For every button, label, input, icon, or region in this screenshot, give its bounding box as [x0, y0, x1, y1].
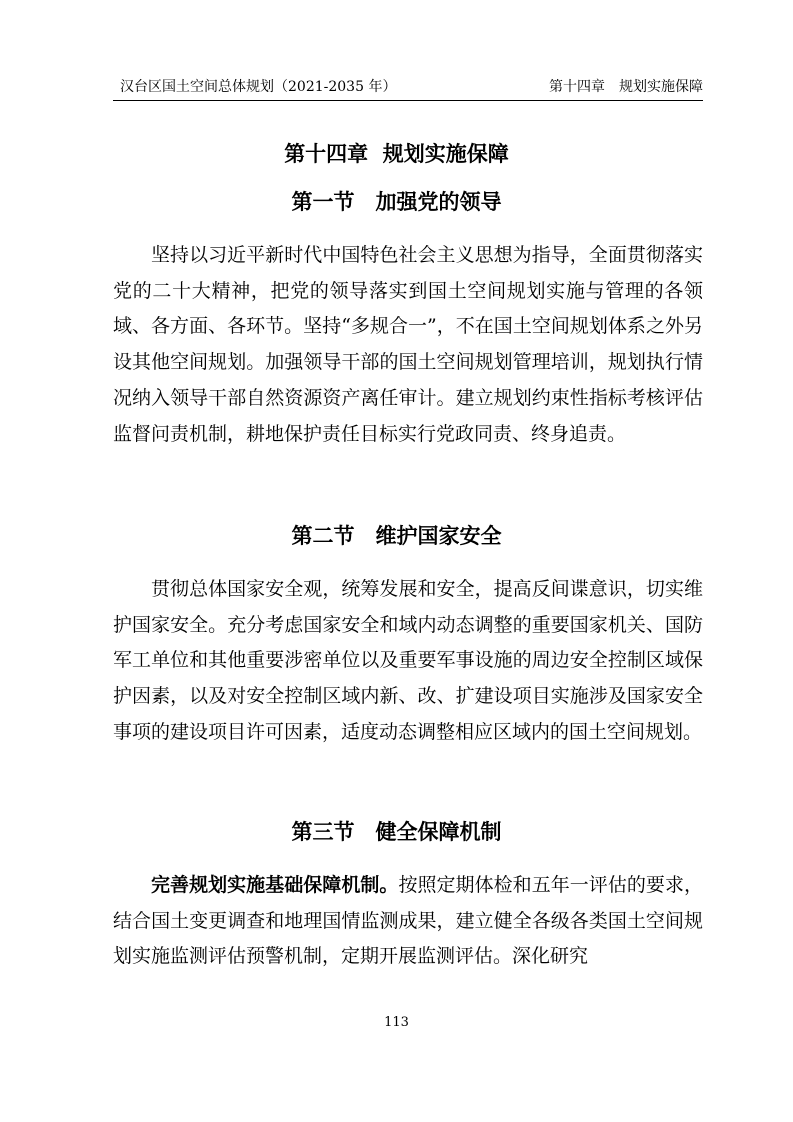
paragraph-lead: 完善规划实施基础保障机制。: [151, 874, 399, 896]
paragraph-text: 贯彻总体国家安全观，统筹发展和安全，提高反间谍意识，切实维护国家安全。充分考虑国家安全和域内动态调整的重要国家机关、国防军工单位和其他重要涉密单位以及重要军事设施的周边安全控制区域保护因素，以及对安全控制区域内新、改、扩建设项目实施涉及国家安全事项的建设项目许可因素，适度动态调整相应区域内的国土空间规划。: [113, 578, 703, 743]
section-1-paragraph: [113, 238, 703, 452]
header-divider: [113, 100, 703, 101]
chapter-title: 第十四章 规划实施保障: [284, 142, 509, 166]
section-2-paragraph: [113, 572, 703, 751]
header-document-title: 汉台区国土空间总体规划（2021-2035 年）: [120, 79, 397, 95]
section-title-1: 第一节 加强党的领导: [291, 190, 502, 214]
section-title-2: 第二节 维护国家安全: [291, 524, 502, 548]
section-title-3: 第三节 健全保障机制: [291, 820, 502, 844]
section-3-paragraph: [113, 868, 703, 975]
header-chapter-label: 第十四章 规划实施保障: [549, 79, 703, 95]
paragraph-text: 按照定期体检和五年一评估的要求，结合国土变更调查和地理国情监测成果，建立健全各级各类国土空间规划实施监测评估预警机制，定期开展监测评估。深化研究: [113, 874, 703, 968]
page-header: [120, 76, 703, 98]
page-number: 113: [384, 1015, 409, 1030]
paragraph-text: 坚持以习近平新时代中国特色社会主义思想为指导，全面贯彻落实党的二十大精神，把党的领导落实到国土空间规划实施与管理的各领域、各方面、各环节。坚持“多规合一”，不在国土空间规划体系之外另设其他空间规划。加强领导干部的国土空间规划管理培训，规划执行情况纳入领导干部自然资源资产离任审计。建立规划约束性指标考核评估监督问责机制，耕地保护责任目标实行党政同责、终身追责。: [113, 244, 703, 445]
